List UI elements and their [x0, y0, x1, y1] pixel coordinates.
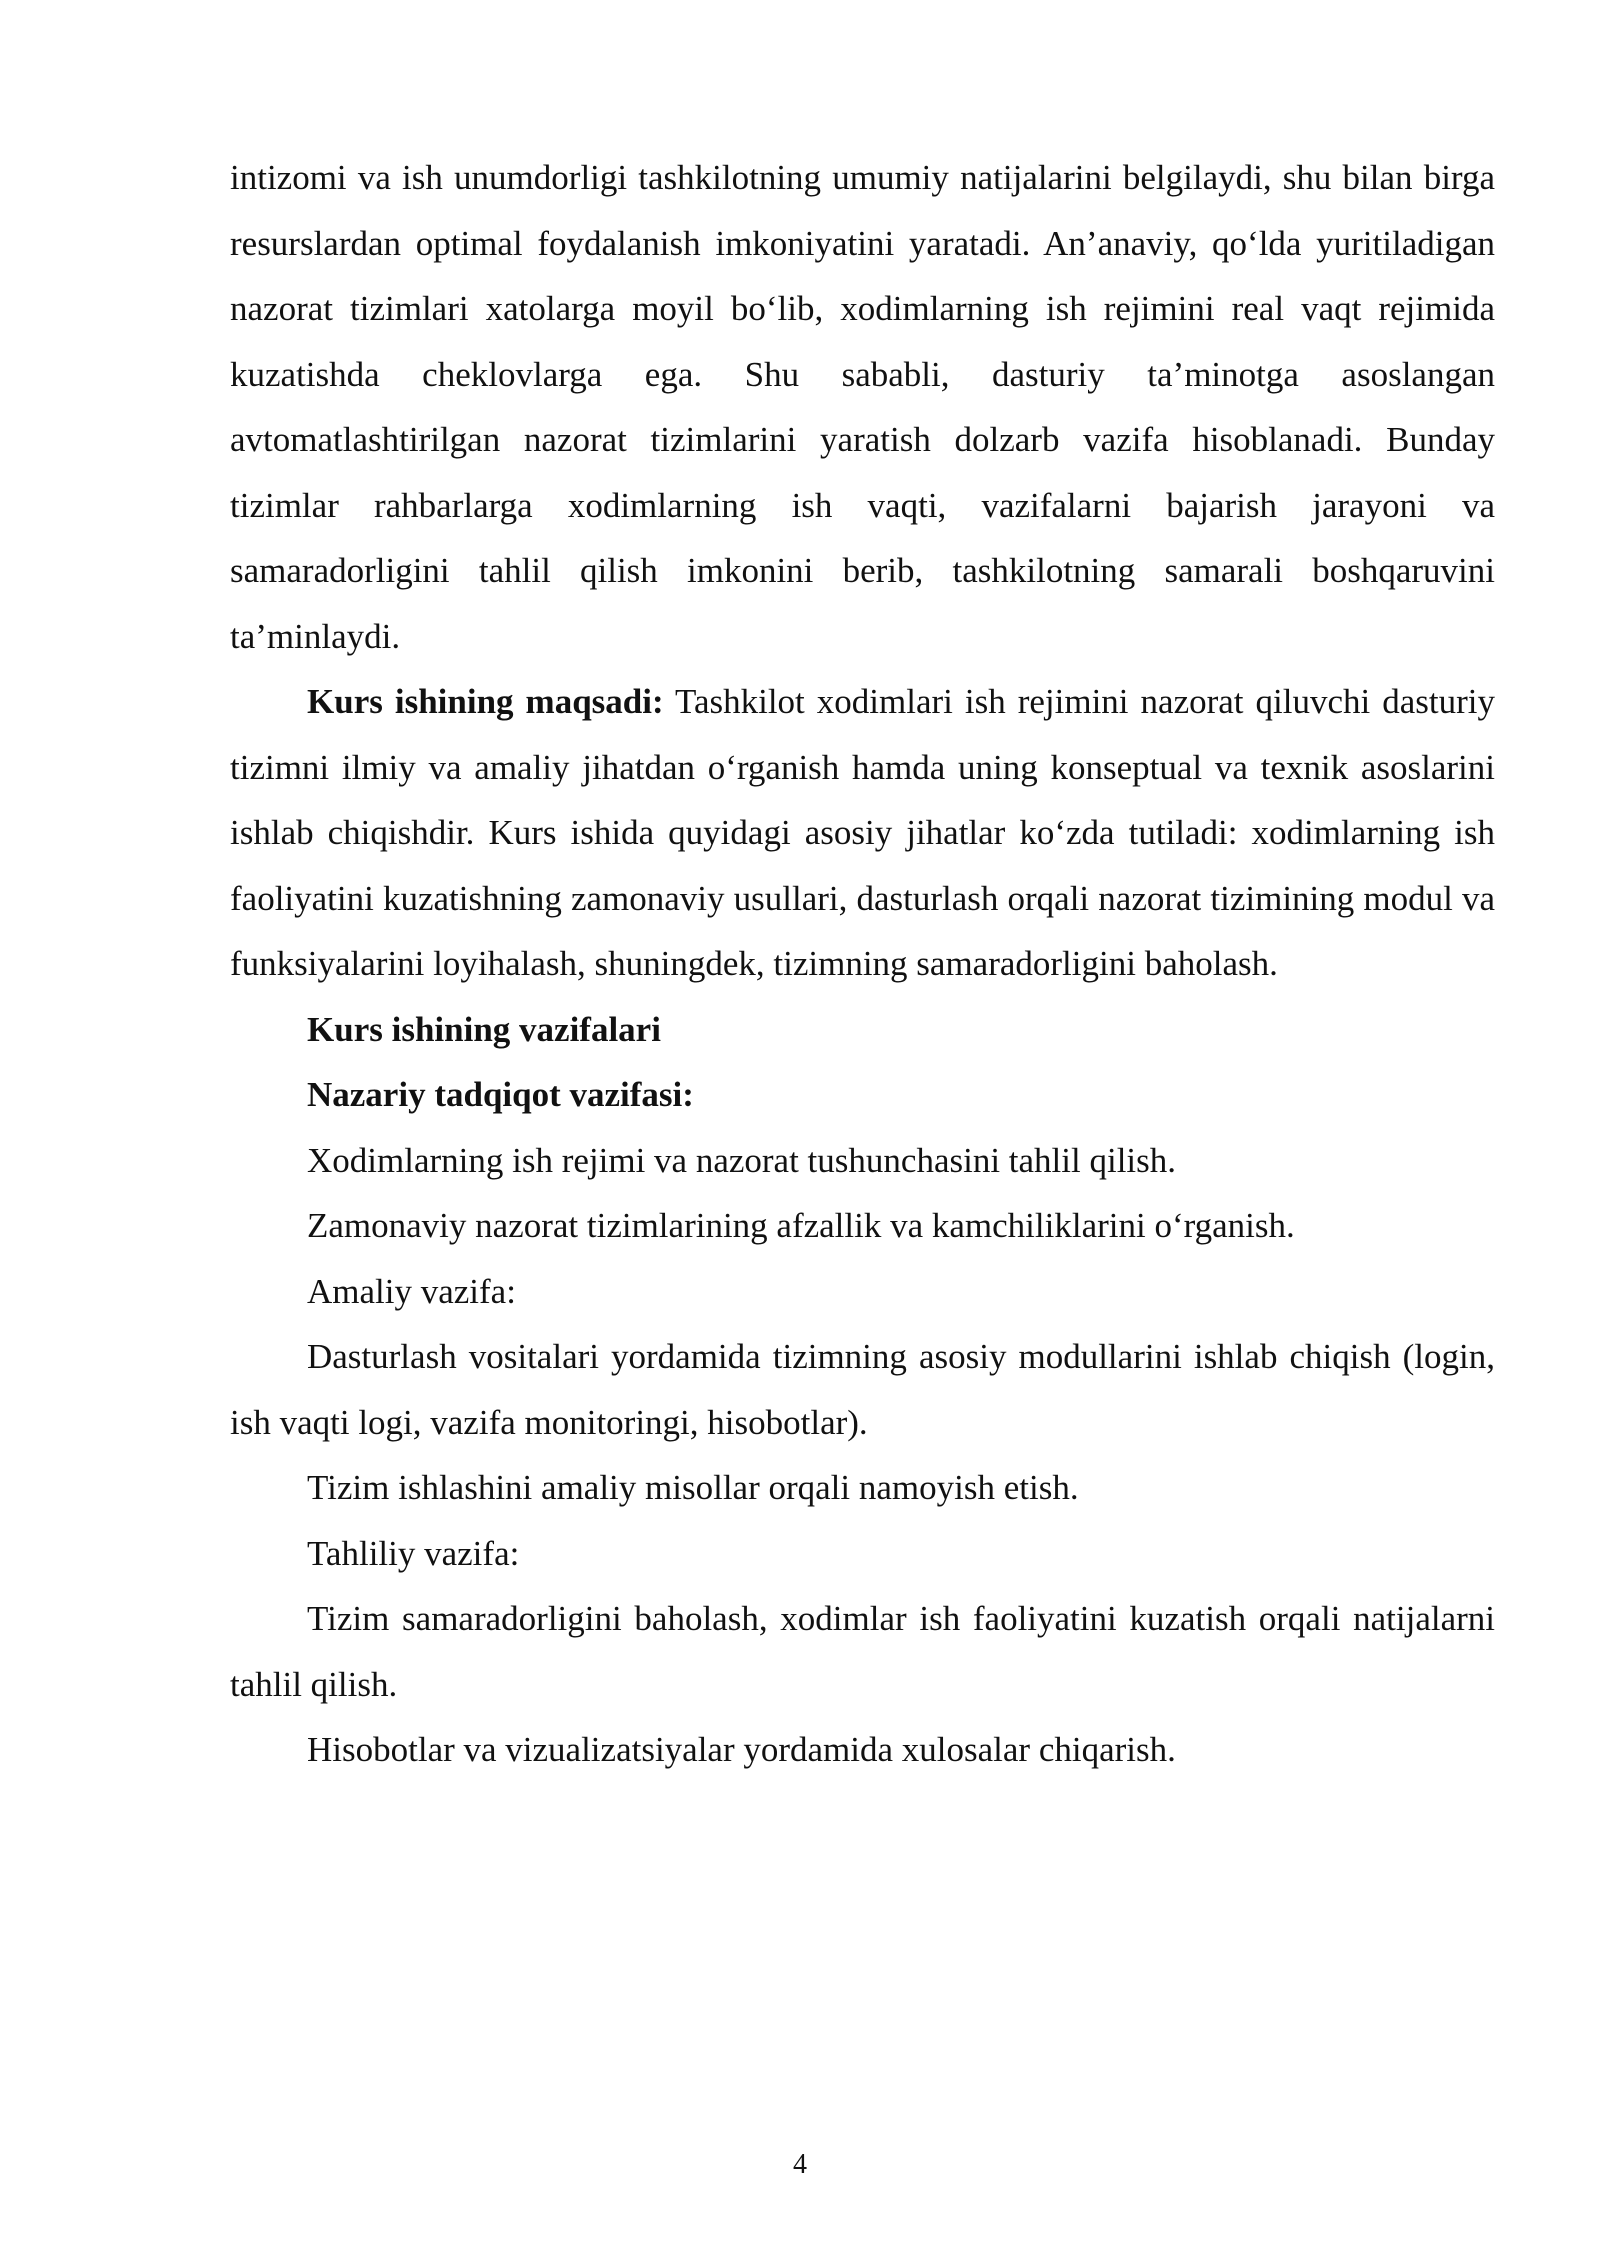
tasks-heading-text: Kurs ishining vazifalari	[307, 1009, 661, 1049]
intro-paragraph: intizomi va ish unumdorligi tashkilotning umumiy natijalarini belgilaydi, shu bilan birga resurslardan optimal foydalanish imkoniyatini yaratadi. An’anaviy, qo‘lda yuritiladigan nazorat tizimlari xatolarga moyil bo‘lib, xodimlarning ish rejimini real vaqt rejimida kuzatishda cheklovlarga ega. Shu sababli, dasturiy ta’minotga asoslangan avtomatlashtirilgan nazorat tizimlarini yaratish dolzarb vazifa hisoblanadi. Bunday tizimlar rahbarlarga xodimlarning ish vaqti, vazifalarni bajarish jarayoni va samaradorligini tahlil qilish imkonini berib, tashkilotning samarali boshqaruvini ta’minlaydi.	[230, 158, 1495, 656]
tasks-heading	[230, 997, 1495, 1063]
practical-item-1: Dasturlash vositalari yordamida tizimning asosiy modullarini ishlab chiqish (login, ish vaqti logi, vazifa monitoringi, hisobotlar).	[230, 1337, 1495, 1442]
analytic-item-1: Tizim samaradorligini baholash, xodimlar ish faoliyatini kuzatish orqali natijalarni tahlil qilish.	[230, 1599, 1495, 1704]
goal-label: Kurs ishining maqsadi:	[307, 682, 664, 721]
theory-item-2: Zamonaviy nazorat tizimlarining afzallik va kamchiliklarini o‘rganish.	[307, 1206, 1295, 1245]
practical-item-2: Tizim ishlashini amaliy misollar orqali namoyish etish.	[307, 1468, 1079, 1507]
goal-text: Tashkilot xodimlari ish rejimini nazorat qiluvchi dasturiy tizimni ilmiy va amaliy jihatdan o‘rganish hamda uning konseptual va texnik asoslarini ishlab chiqishdir. Kurs ishida quyidagi asosiy jihatlar ko‘zda tutiladi: xodimlarning ish faoliyatini kuzatishning zamonaviy usullari, dasturlash orqali nazorat tizimining modul va funksiyalarini loyihalash, shuningdek, tizimning samaradorligini baholash.	[230, 682, 1495, 983]
document-body	[230, 145, 1495, 1783]
goal-paragraph	[230, 669, 1495, 997]
practical-heading: Amaliy vazifa:	[307, 1271, 516, 1311]
analytic-item-2: Hisobotlar va vizualizatsiyalar yordamida xulosalar chiqarish.	[307, 1730, 1176, 1769]
theory-heading-text: Nazariy tadqiqot vazifasi:	[307, 1075, 694, 1114]
page-number: 4	[793, 2149, 807, 2180]
theory-heading	[230, 1062, 1495, 1128]
theory-item-1: Xodimlarning ish rejimi va nazorat tushunchasini tahlil qilish.	[307, 1140, 1177, 1180]
analytic-heading: Tahliliy vazifa:	[307, 1533, 520, 1573]
